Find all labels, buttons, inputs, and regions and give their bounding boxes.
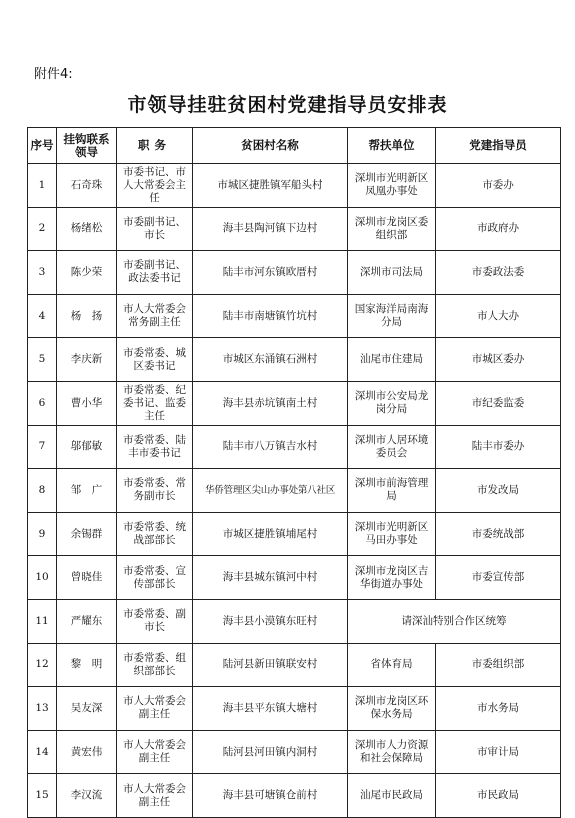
annex-label: 附件4: — [34, 67, 73, 82]
cell-leader: 黄宏伟 — [57, 730, 117, 774]
cell-position: 市委常委、常务副市长 — [117, 469, 193, 513]
cell-unit: 汕尾市住建局 — [348, 338, 436, 382]
cell-village: 海丰县平东镇大塘村 — [193, 687, 348, 731]
cell-position: 市人大常委会副主任 — [117, 730, 193, 774]
cell-seq: 6 — [28, 381, 57, 425]
cell-instructor: 市民政局 — [436, 774, 561, 818]
cell-seq: 2 — [28, 207, 57, 251]
cell-instructor: 市水务局 — [436, 687, 561, 731]
cell-unit: 深圳市光明新区马田办事处 — [348, 512, 436, 556]
cell-seq: 1 — [28, 164, 57, 208]
cell-seq: 4 — [28, 294, 57, 338]
header-village: 贫困村名称 — [193, 128, 348, 164]
cell-seq: 9 — [28, 512, 57, 556]
cell-leader: 余锡群 — [57, 512, 117, 556]
cell-leader: 严耀东 — [57, 599, 117, 643]
cell-leader: 杨 扬 — [57, 294, 117, 338]
cell-unit: 深圳市龙岗区委组织部 — [348, 207, 436, 251]
cell-position: 市委常委、组织部部长 — [117, 643, 193, 687]
cell-instructor: 市委组织部 — [436, 643, 561, 687]
table-row — [28, 774, 561, 818]
cell-village: 陆河县新田镇联安村 — [193, 643, 348, 687]
cell-unit: 深圳市公安局龙岗分局 — [348, 381, 436, 425]
cell-seq: 15 — [28, 774, 57, 818]
assignment-table — [27, 127, 561, 818]
cell-village: 海丰县城东镇河中村 — [193, 556, 348, 600]
table-row — [28, 207, 561, 251]
header-instructor: 党建指导员 — [436, 128, 561, 164]
cell-village: 陆丰市八万镇吉水村 — [193, 425, 348, 469]
cell-unit: 深圳市光明新区凤凰办事处 — [348, 164, 436, 208]
cell-leader: 曾晓佳 — [57, 556, 117, 600]
header-position: 职务 — [117, 128, 193, 164]
cell-seq: 7 — [28, 425, 57, 469]
cell-unit: 深圳市前海管理局 — [348, 469, 436, 513]
cell-leader: 杨绪松 — [57, 207, 117, 251]
table-row — [28, 164, 561, 208]
cell-instructor: 市人大办 — [436, 294, 561, 338]
cell-seq: 12 — [28, 643, 57, 687]
table-row — [28, 294, 561, 338]
page-title: 市领导挂驻贫困村党建指导员安排表 — [127, 94, 448, 116]
cell-instructor: 市发改局 — [436, 469, 561, 513]
table-header-row — [28, 128, 561, 164]
cell-instructor: 市城区委办 — [436, 338, 561, 382]
table-row — [28, 599, 561, 643]
cell-unit: 深圳市龙岗区环保水务局 — [348, 687, 436, 731]
cell-position: 市委书记、市人大常委会主任 — [117, 164, 193, 208]
cell-instructor: 陆丰市委办 — [436, 425, 561, 469]
cell-instructor: 市委宣传部 — [436, 556, 561, 600]
cell-village: 海丰县陶河镇下边村 — [193, 207, 348, 251]
cell-seq: 10 — [28, 556, 57, 600]
table-row — [28, 251, 561, 295]
cell-village: 海丰县可塘镇仓前村 — [193, 774, 348, 818]
cell-unit: 省体育局 — [348, 643, 436, 687]
table-row — [28, 730, 561, 774]
cell-village: 陆丰市河东镇欧厝村 — [193, 251, 348, 295]
cell-unit: 深圳市人力资源和社会保障局 — [348, 730, 436, 774]
cell-leader: 邬郁敏 — [57, 425, 117, 469]
cell-position: 市委常委、宣传部部长 — [117, 556, 193, 600]
table-row — [28, 425, 561, 469]
cell-position: 市委常委、统战部部长 — [117, 512, 193, 556]
cell-leader: 黎 明 — [57, 643, 117, 687]
cell-leader: 邹 广 — [57, 469, 117, 513]
table-row — [28, 381, 561, 425]
cell-position: 市委常委、陆丰市委书记 — [117, 425, 193, 469]
cell-unit: 深圳市司法局 — [348, 251, 436, 295]
cell-leader: 吴友深 — [57, 687, 117, 731]
cell-leader: 曹小华 — [57, 381, 117, 425]
cell-position: 市人大常委会副主任 — [117, 774, 193, 818]
cell-seq: 8 — [28, 469, 57, 513]
table-row — [28, 512, 561, 556]
cell-seq: 11 — [28, 599, 57, 643]
cell-seq: 3 — [28, 251, 57, 295]
cell-instructor: 市委政法委 — [436, 251, 561, 295]
cell-unit: 汕尾市民政局 — [348, 774, 436, 818]
cell-position: 市人大常委会副主任 — [117, 687, 193, 731]
cell-unit: 深圳市人居环境委员会 — [348, 425, 436, 469]
cell-village: 海丰县赤坑镇南土村 — [193, 381, 348, 425]
cell-leader: 李庆新 — [57, 338, 117, 382]
cell-village: 市城区东涌镇石洲村 — [193, 338, 348, 382]
cell-instructor: 市委办 — [436, 164, 561, 208]
cell-unit: 国家海洋局南海分局 — [348, 294, 436, 338]
cell-leader: 李汉流 — [57, 774, 117, 818]
table-row — [28, 556, 561, 600]
cell-instructor: 市委统战部 — [436, 512, 561, 556]
cell-village: 海丰县小漠镇东旺村 — [193, 599, 348, 643]
cell-village: 陆河县河田镇内洞村 — [193, 730, 348, 774]
cell-village: 华侨管理区尖山办事处第八社区 — [193, 469, 348, 513]
cell-instructor: 市纪委监委 — [436, 381, 561, 425]
cell-position: 市委常委、纪委书记、监委主任 — [117, 381, 193, 425]
cell-instructor: 市政府办 — [436, 207, 561, 251]
table-row — [28, 338, 561, 382]
table-row — [28, 643, 561, 687]
cell-unit-merged: 请深汕特别合作区统筹 — [348, 599, 561, 643]
cell-seq: 5 — [28, 338, 57, 382]
cell-position: 市人大常委会常务副主任 — [117, 294, 193, 338]
cell-village: 市城区捷胜镇埔尾村 — [193, 512, 348, 556]
cell-leader: 石奇珠 — [57, 164, 117, 208]
cell-village: 市城区捷胜镇军船头村 — [193, 164, 348, 208]
header-seq: 序号 — [28, 128, 57, 164]
cell-unit: 深圳市龙岗区吉华街道办事处 — [348, 556, 436, 600]
table-row — [28, 469, 561, 513]
cell-position: 市委常委、副市长 — [117, 599, 193, 643]
cell-leader: 陈少荣 — [57, 251, 117, 295]
cell-seq: 14 — [28, 730, 57, 774]
cell-position: 市委副书记、政法委书记 — [117, 251, 193, 295]
cell-village: 陆丰市南塘镇竹坑村 — [193, 294, 348, 338]
table-row — [28, 687, 561, 731]
header-unit: 帮扶单位 — [348, 128, 436, 164]
cell-position: 市委常委、城区委书记 — [117, 338, 193, 382]
cell-instructor: 市审计局 — [436, 730, 561, 774]
header-leader: 挂钩联系领导 — [57, 128, 117, 164]
cell-seq: 13 — [28, 687, 57, 731]
cell-position: 市委副书记、市长 — [117, 207, 193, 251]
